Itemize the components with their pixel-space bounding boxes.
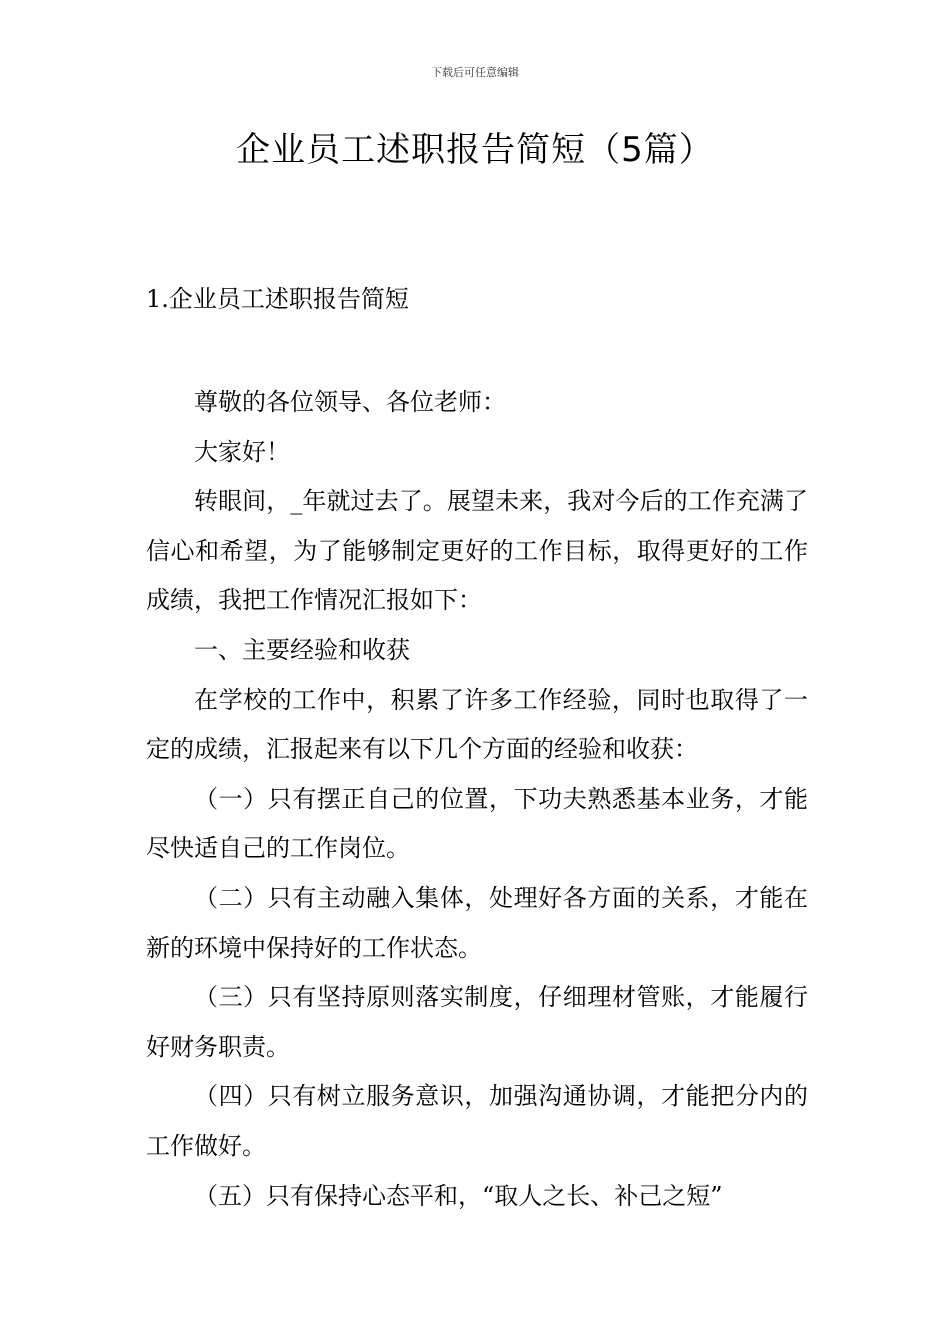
- point-paragraph-4: （四）只有树立服务意识，加强沟通协调，才能把分内的工作做好。: [146, 1082, 808, 1160]
- subsection-heading: 一、主要经验和收获: [194, 635, 410, 664]
- point-paragraph-3: （三）只有坚持原则落实制度，仔细理材管账，才能履行好财务职责。: [146, 983, 808, 1061]
- greeting-paragraph: 大家好！: [194, 437, 290, 466]
- point-paragraph-2: （二）只有主动融入集体，处理好各方面的关系，才能在新的环境中保持好的工作状态。: [146, 883, 808, 962]
- salutation-paragraph: 尊敬的各位领导、各位老师：: [194, 388, 506, 416]
- header-note: 下载后可任意编辑: [431, 66, 519, 79]
- section-heading: 1.企业员工述职报告简短: [146, 285, 409, 313]
- document-title: 企业员工述职报告简短（5篇）: [236, 130, 714, 170]
- point-paragraph-5: （五）只有保持心态平和，“取人之长、补己之短”: [194, 1181, 723, 1210]
- intro-paragraph: 转眼间，_年就过去了。展望未来，我对今后的工作充满了信心和希望，为了能够制定更好的工作目标，取得更好的工作成绩，我把工作情况汇报如下：: [146, 487, 808, 615]
- summary-paragraph: 在学校的工作中，积累了许多工作经验，同时也取得了一定的成绩，汇报起来有以下几个方面的经验和收获：: [146, 685, 808, 764]
- point-paragraph-1: （一）只有摆正自己的位置，下功夫熟悉基本业务，才能尽快适自己的工作岗位。: [146, 784, 808, 863]
- body-text: [146, 378, 808, 1221]
